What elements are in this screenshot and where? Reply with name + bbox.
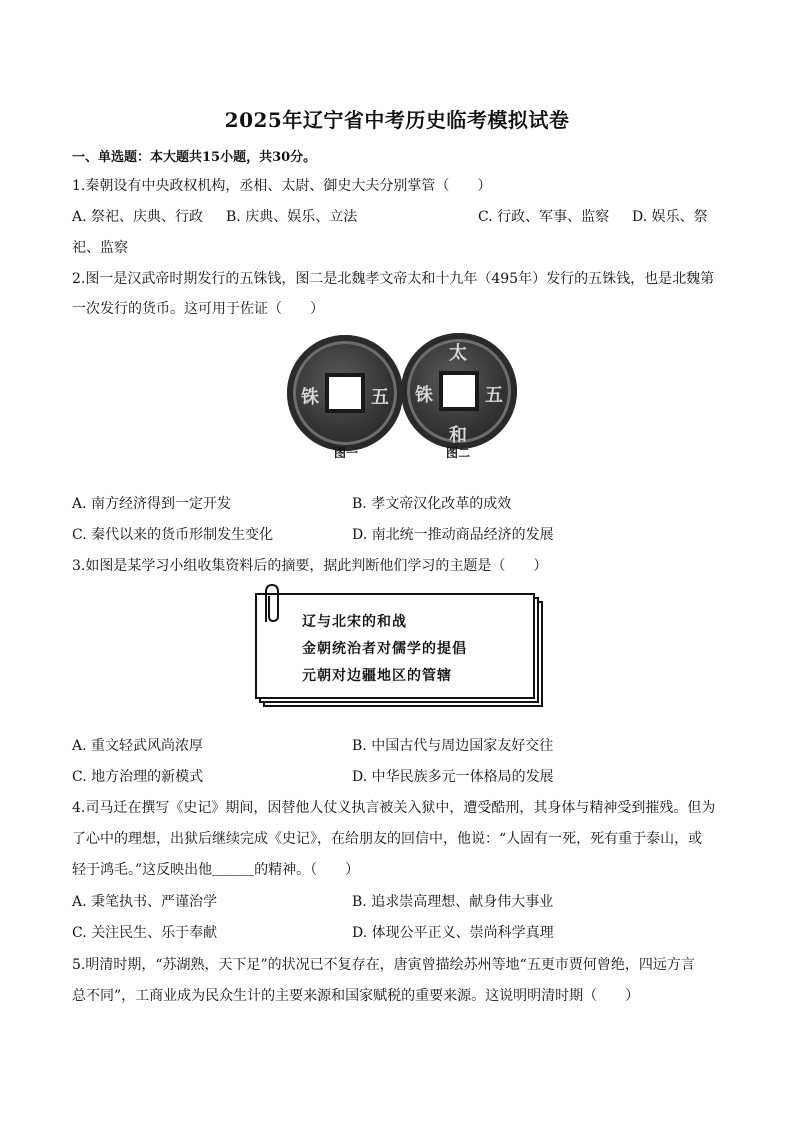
question-1-option-d-continued: 祀、监察 (72, 240, 128, 256)
figure-two-caption: 图二 (446, 446, 471, 460)
question-3-option-c: C. 地方治理的新模式 (72, 769, 204, 785)
page-title: 2025年辽宁省中考历史临考模拟试卷 (224, 108, 570, 132)
question-4-option-b: B. 追求崇高理想、献身伟大事业 (352, 894, 554, 910)
question-3-option-d: D. 中华民族多元一体格局的发展 (352, 769, 554, 785)
question-1-option-c: C. 行政、军事、监察 (478, 209, 610, 225)
section-heading: 一、单选题：本大题共15小题，共30分。 (72, 150, 317, 165)
question-1-stem: 1.秦朝设有中央政权机构，丞相、太尉、御史大夫分别掌管（ ） (72, 178, 492, 194)
question-3-option-b: B. 中国古代与周边国家友好交往 (352, 738, 554, 754)
question-3-stem: 3.如图是某学习小组收集资料后的摘要，据此判断他们学习的主题是（ ） (72, 558, 548, 574)
question-4-option-d: D. 体现公平正义、崇尚科学真理 (352, 925, 554, 941)
coin-figure (285, 325, 515, 465)
question-4-stem-line-1: 4.司马迁在撰写《史记》期间，因替他人仗义执言被关入狱中，遭受酷刑，其身体与精神受到摧残。但为 (72, 800, 716, 816)
question-4-stem-line-3: 轻于鸿毛。”这反映出他＿＿＿的精神。（ ） (72, 862, 360, 878)
question-5-stem-line-1: 5.明清时期，“苏湖熟，天下足”的状况已不复存在，唐寅曾描绘苏州等地“五更市贾何曾绝，四远方言 (72, 957, 695, 973)
question-4-stem-line-2: 了心中的理想，出狱后继续完成《史记》，在给朋友的回信中，他说：“人固有一死，死有重于泰山，或 (72, 831, 703, 847)
figure-one-caption: 图一 (334, 446, 359, 460)
question-1-option-a: A. 祭祀、庆典、行政 (72, 209, 204, 225)
note-line-2: 金朝统治者对儒学的提倡 (302, 641, 467, 657)
question-1-option-b: B. 庆典、娱乐、立法 (226, 209, 358, 225)
question-2-stem-line-1: 2.图一是汉武帝时期发行的五铢钱，图二是北魏孝文帝太和十九年（495年）发行的五铢钱，也是北魏第 (72, 271, 715, 287)
coin-one-image: 铢 五 (287, 335, 403, 451)
question-2-option-c: C. 秦代以来的货币形制发生变化 (72, 527, 274, 543)
coin-two-image: 太 铢 五 和 (401, 333, 517, 449)
note-line-3: 元朝对边疆地区的管辖 (302, 668, 452, 684)
question-1-option-d: D. 娱乐、祭 (632, 209, 708, 225)
question-2-option-a: A. 南方经济得到一定开发 (72, 496, 232, 512)
question-3-option-a: A. 重文轻武风尚浓厚 (72, 738, 204, 754)
note-line-1: 辽与北宋的和战 (302, 614, 407, 630)
paperclip-icon (258, 582, 284, 626)
question-2-option-b: B. 孝文帝汉化改革的成效 (352, 496, 512, 512)
question-4-option-a: A. 秉笔执书、严谨治学 (72, 894, 218, 910)
question-2-option-d: D. 南北统一推动商品经济的发展 (352, 527, 554, 543)
question-5-stem-line-2: 总不同”，工商业成为民众生计的主要来源和国家赋税的重要来源。这说明明清时期（ ） (72, 988, 640, 1004)
question-4-option-c: C. 关注民生、乐于奉献 (72, 925, 218, 941)
question-2-stem-line-2: 一次发行的货币。这可用于佐证（ ） (72, 301, 324, 317)
